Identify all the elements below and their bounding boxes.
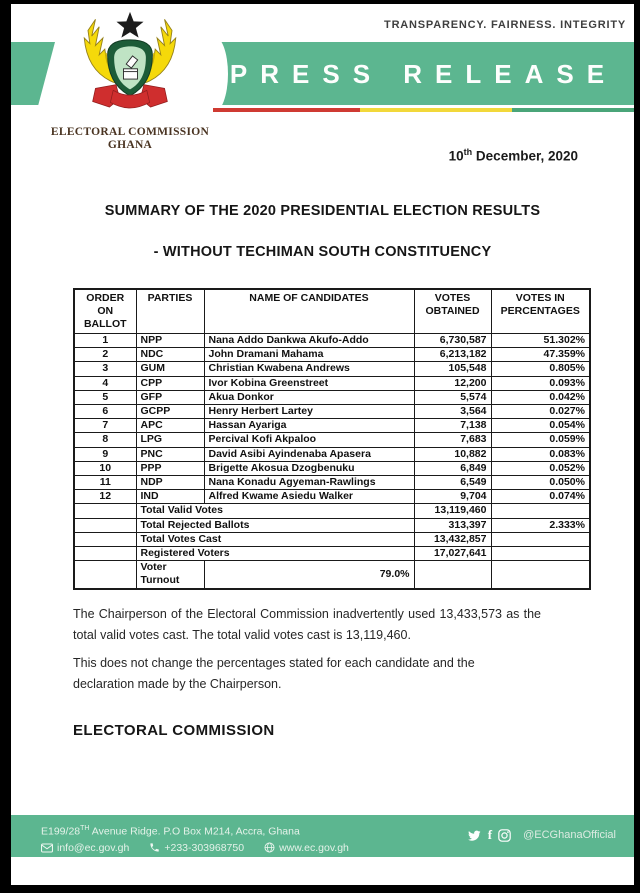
table-cell: David Asibi Ayindenaba Apasera	[204, 447, 414, 461]
table-cell: Percival Kofi Akpaloo	[204, 433, 414, 447]
table-cell: Henry Herbert Lartey	[204, 405, 414, 419]
table-cell: 0.052%	[491, 461, 590, 475]
table-cell: 2.333%	[491, 518, 590, 532]
slogan-text: TRANSPARENCY. FAIRNESS. INTEGRITY	[384, 19, 626, 31]
table-row	[74, 476, 590, 490]
footer-website-text: www.ec.gov.gh	[279, 841, 349, 854]
table-cell: 0.074%	[491, 490, 590, 504]
table-cell: 7,683	[414, 433, 491, 447]
signature: ELECTORAL COMMISSION	[73, 722, 275, 739]
table-row	[74, 490, 590, 504]
table-cell	[74, 561, 136, 589]
phone-icon	[149, 842, 160, 853]
page-title-line1: SUMMARY OF THE 2020 PRESIDENTIAL ELECTION RESULTS	[104, 203, 541, 219]
table-cell: 6	[74, 405, 136, 419]
footer-contact-block	[41, 821, 363, 856]
press-release-banner	[213, 42, 634, 105]
globe-icon	[264, 842, 275, 853]
table-cell: 2	[74, 348, 136, 362]
table-row	[74, 390, 590, 404]
table-cell: APC	[136, 419, 204, 433]
table-cell	[491, 504, 590, 518]
table-cell: Voter Turnout	[136, 561, 204, 589]
black-star	[116, 12, 143, 38]
table-cell: 313,397	[414, 518, 491, 532]
table-cell: 12	[74, 490, 136, 504]
banner-title: PRESS RELEASE	[229, 59, 618, 89]
table-cell: 0.042%	[491, 390, 590, 404]
table-cell: 51.302%	[491, 334, 590, 348]
table-cell	[414, 561, 491, 589]
table-row	[74, 561, 590, 589]
col-header-pct: VOTES IN PERCENTAGES	[491, 289, 590, 334]
table-row	[74, 433, 590, 447]
table-cell	[491, 547, 590, 561]
electoral-commission-logo	[60, 6, 200, 126]
footer-phone-text: +233-303968750	[164, 841, 245, 854]
table-cell: 6,549	[414, 476, 491, 490]
date-rest: December, 2020	[472, 148, 578, 164]
note-paragraph-1: The Chairperson of the Electoral Commission inadvertently used 13,433,573 as the total valid votes cast. The total valid votes cast is 13,119,460.	[73, 607, 541, 642]
table-cell: 0.093%	[491, 376, 590, 390]
table-cell: 6,730,587	[414, 334, 491, 348]
instagram-icon	[498, 829, 511, 842]
table-cell	[74, 532, 136, 546]
table-cell: Akua Donkor	[204, 390, 414, 404]
table-cell: 7	[74, 419, 136, 433]
table-cell: 0.083%	[491, 447, 590, 461]
table-cell: 47.359%	[491, 348, 590, 362]
footer-social-block	[467, 827, 616, 843]
table-cell: 0.054%	[491, 419, 590, 433]
table-cell: 7,138	[414, 419, 491, 433]
page-title-line2: - WITHOUT TECHIMAN SOUTH CONSTITUENCY	[153, 244, 492, 260]
address-sup: TH	[80, 825, 90, 832]
table-cell: LPG	[136, 433, 204, 447]
table-cell: Nana Addo Dankwa Akufo-Addo	[204, 334, 414, 348]
date-suffix: th	[463, 147, 473, 157]
table-cell: Nana Konadu Agyeman-Rawlings	[204, 476, 414, 490]
table-cell: NDC	[136, 348, 204, 362]
envelope-icon	[41, 843, 53, 853]
table-row	[74, 447, 590, 461]
table-row	[74, 461, 590, 475]
table-cell: CPP	[136, 376, 204, 390]
results-table	[73, 288, 591, 590]
facebook-icon: f	[487, 827, 493, 842]
table-cell: 9,704	[414, 490, 491, 504]
table-cell	[74, 547, 136, 561]
table-cell: Total Rejected Ballots	[136, 518, 414, 532]
press-release-page	[11, 4, 634, 885]
table-cell: 10,882	[414, 447, 491, 461]
table-cell: 13,432,857	[414, 532, 491, 546]
table-cell: 11	[74, 476, 136, 490]
table-row	[74, 547, 590, 561]
table-cell: PNC	[136, 447, 204, 461]
table-row	[74, 504, 590, 518]
table-row	[74, 348, 590, 362]
table-cell: John Dramani Mahama	[204, 348, 414, 362]
table-cell: 6,849	[414, 461, 491, 475]
org-name-line2: GHANA	[107, 139, 153, 151]
table-header-row	[74, 289, 590, 334]
table-cell: 0.059%	[491, 433, 590, 447]
table-cell: 0.050%	[491, 476, 590, 490]
table-row	[74, 376, 590, 390]
table-cell: Registered Voters	[136, 547, 414, 561]
org-name-line1: ELECTORAL COMMISSION	[50, 126, 210, 138]
table-row	[74, 532, 590, 546]
table-cell: 0.027%	[491, 405, 590, 419]
ghana-flag-stripe	[213, 108, 634, 112]
table-cell: NPP	[136, 334, 204, 348]
address-pre: E199/28	[41, 825, 81, 838]
table-cell: 105,548	[414, 362, 491, 376]
table-cell: 8	[74, 433, 136, 447]
table-cell: Christian Kwabena Andrews	[204, 362, 414, 376]
social-handle: @ECGhanaOfficial	[523, 829, 616, 841]
col-header-order: ORDER ON BALLOT	[74, 289, 136, 334]
org-name	[45, 126, 215, 152]
twitter-icon	[467, 829, 482, 842]
table-cell: Brigette Akosua Dzogbenuku	[204, 461, 414, 475]
address-post: Avenue Ridge. P.O Box M214, Accra, Ghana	[89, 825, 300, 838]
stripe-red	[213, 108, 360, 112]
table-cell	[74, 518, 136, 532]
table-cell	[491, 532, 590, 546]
table-row	[74, 362, 590, 376]
table-cell: 17,027,641	[414, 547, 491, 561]
table-row	[74, 518, 590, 532]
stripe-yellow	[360, 108, 512, 112]
table-row	[74, 334, 590, 348]
candidates-body	[74, 334, 590, 589]
banner-left-stub	[11, 42, 55, 105]
stripe-green	[512, 108, 634, 112]
table-cell: 5	[74, 390, 136, 404]
table-row	[74, 405, 590, 419]
table-row	[74, 419, 590, 433]
table-cell: Ivor Kobina Greenstreet	[204, 376, 414, 390]
table-cell: 13,119,460	[414, 504, 491, 518]
table-cell: Total Votes Cast	[136, 532, 414, 546]
table-cell: GFP	[136, 390, 204, 404]
table-cell: IND	[136, 490, 204, 504]
table-cell: 5,574	[414, 390, 491, 404]
table-cell: 9	[74, 447, 136, 461]
date-day: 10	[448, 148, 464, 164]
table-cell: 0.805%	[491, 362, 590, 376]
table-cell: Hassan Ayariga	[204, 419, 414, 433]
date	[449, 147, 578, 164]
table-cell: Total Valid Votes	[136, 504, 414, 518]
table-cell: 79.0%	[204, 561, 414, 589]
col-header-names: NAME OF CANDIDATES	[204, 289, 414, 334]
table-cell: 3,564	[414, 405, 491, 419]
table-cell: PPP	[136, 461, 204, 475]
footer-bar	[11, 815, 634, 857]
table-cell: 10	[74, 461, 136, 475]
table-cell: 4	[74, 376, 136, 390]
table-cell: NDP	[136, 476, 204, 490]
table-cell	[491, 561, 590, 589]
table-cell: GCPP	[136, 405, 204, 419]
table-cell: 6,213,182	[414, 348, 491, 362]
table-cell: Alfred Kwame Asiedu Walker	[204, 490, 414, 504]
table-cell: 1	[74, 334, 136, 348]
footer-website	[264, 840, 349, 856]
table-cell: GUM	[136, 362, 204, 376]
col-header-votes: VOTES OBTAINED	[414, 289, 491, 334]
footer-email-text: info@ec.gov.gh	[57, 841, 130, 854]
table-cell: 3	[74, 362, 136, 376]
footer-email	[41, 840, 129, 856]
col-header-parties: PARTIES	[136, 289, 204, 334]
footer-phone	[149, 840, 244, 856]
table-cell	[74, 504, 136, 518]
table-cell: 12,200	[414, 376, 491, 390]
footer-address	[41, 821, 363, 840]
note-paragraph-2: This does not change the percentages stated for each candidate and the declaration made by the Chairperson.	[73, 656, 475, 691]
